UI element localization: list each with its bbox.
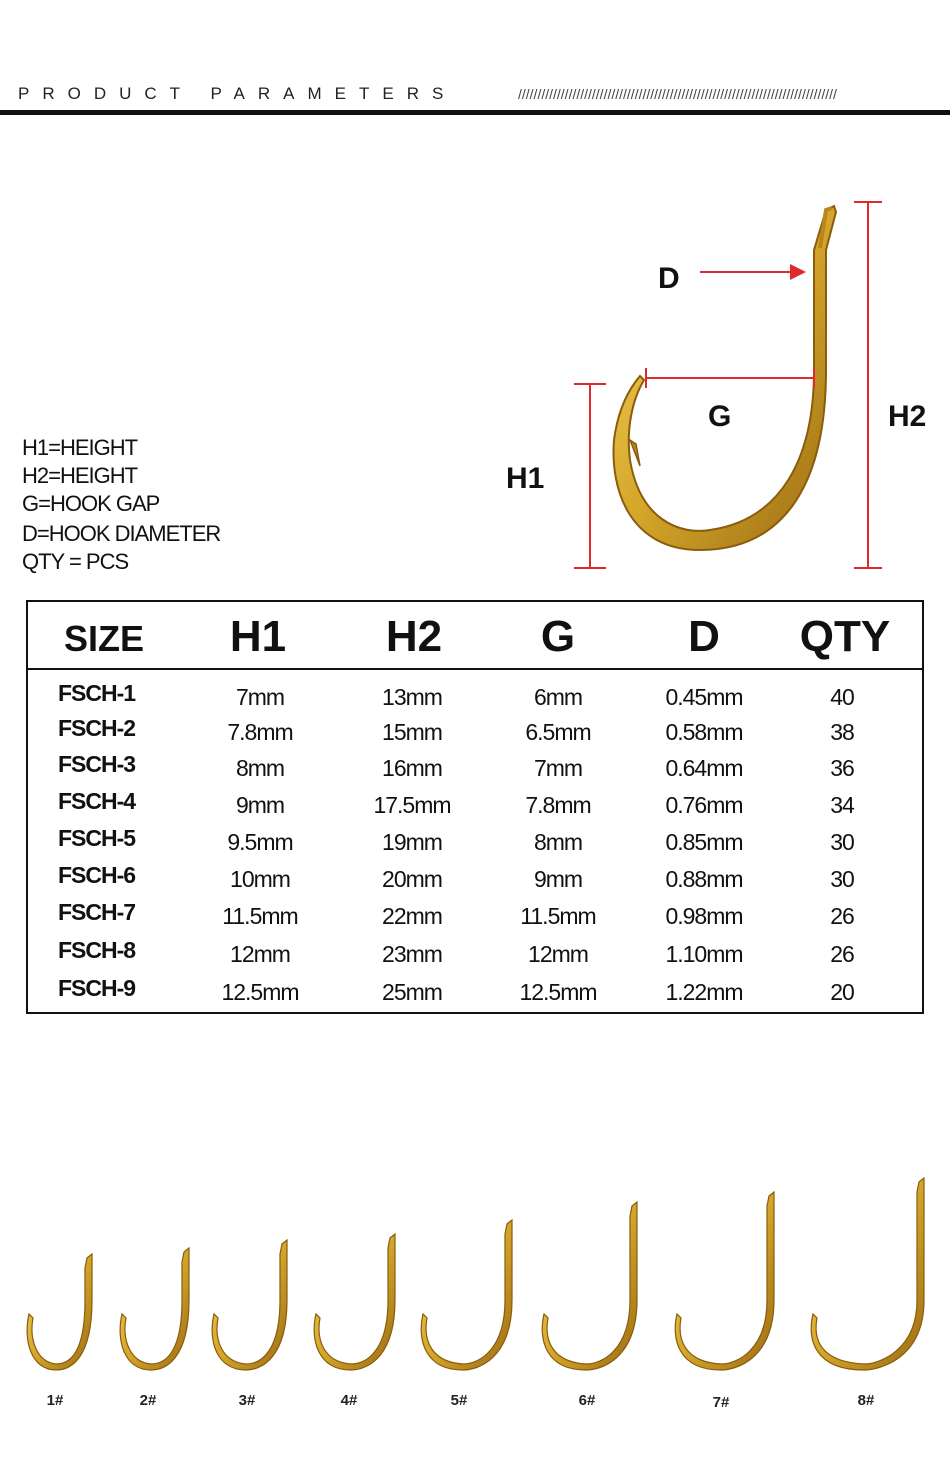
table-cell-size: FSCH-7: [58, 899, 136, 925]
table-cell-size: FSCH-6: [58, 862, 136, 888]
legend-item-h1: H1=HEIGHT: [22, 435, 138, 460]
table-cell: 1.10mm: [665, 941, 743, 967]
table-cell: 7.8mm: [525, 792, 591, 818]
hook-4: [314, 1234, 395, 1370]
table-cell: 19mm: [382, 829, 442, 855]
hook-size-label: 5#: [450, 1392, 468, 1409]
table-cell: 30: [830, 829, 854, 855]
header-d: D: [688, 612, 720, 661]
hook-size-label: 6#: [578, 1392, 596, 1409]
table-cell: 1.22mm: [665, 979, 743, 1005]
table-header-divider: [28, 668, 922, 670]
table-cell: 12.5mm: [519, 979, 597, 1005]
table-cell-size: FSCH-3: [58, 751, 136, 777]
page-title: PRODUCT PARAMETERS: [18, 84, 457, 103]
table-cell: 34: [830, 792, 854, 818]
table-cell: 16mm: [382, 755, 442, 781]
table-cell: 22mm: [382, 903, 442, 929]
table-cell: 40: [830, 684, 854, 710]
table-cell: 11.5mm: [222, 903, 298, 929]
table-cell: 6.5mm: [525, 719, 591, 745]
table-cell: 8mm: [235, 755, 285, 781]
g-measure: [646, 368, 814, 433]
hook-3: [212, 1240, 287, 1370]
table-cell-size: FSCH-4: [58, 788, 136, 814]
hook-size-lineup: [0, 1170, 950, 1470]
header-divider: [0, 110, 950, 115]
table-cell: 12mm: [230, 941, 290, 967]
legend-item-h2: H2=HEIGHT: [22, 463, 138, 488]
table-cell: 25mm: [382, 979, 442, 1005]
table-cell: 6mm: [533, 684, 583, 710]
legend-item-qty: QTY = PCS: [22, 549, 129, 574]
table-cell: 15mm: [382, 719, 442, 745]
table-cell: 0.76mm: [665, 792, 743, 818]
table-cell: 0.88mm: [665, 866, 743, 892]
table-cell: 7.8mm: [227, 719, 293, 745]
label-g: G: [708, 400, 732, 433]
header-decoration: //////////////////////////////////////////////////////////////////////////////////: [518, 86, 837, 102]
hook-size-label: 3#: [238, 1392, 256, 1409]
table-cell: 0.64mm: [665, 755, 743, 781]
h2-measure: [854, 202, 926, 568]
table-cell: 7mm: [235, 684, 285, 710]
header-g: G: [540, 612, 576, 661]
hook-size-label: 7#: [712, 1394, 730, 1411]
table-cell: 9.5mm: [227, 829, 293, 855]
header: [0, 0, 950, 120]
table-cell: 0.45mm: [665, 684, 743, 710]
table-cell: 12mm: [528, 941, 588, 967]
hook-2: [120, 1248, 189, 1370]
legend-item-g: G=HOOK GAP: [22, 491, 160, 516]
h1-measure: [506, 384, 606, 568]
table-cell: 12.5mm: [221, 979, 299, 1005]
table-cell: 20: [830, 979, 854, 1005]
table-cell: 8mm: [533, 829, 583, 855]
table-cell-size: FSCH-2: [58, 715, 136, 741]
table-cell: 13mm: [382, 684, 442, 710]
table-cell: 0.85mm: [665, 829, 743, 855]
table-cell: 23mm: [382, 941, 442, 967]
hook-size-label: 1#: [46, 1392, 64, 1409]
legend-item-d: D=HOOK DIAMETER: [22, 521, 221, 546]
label-d: D: [658, 262, 680, 295]
table-cell-size: FSCH-5: [58, 825, 136, 851]
table-cell-size: FSCH-8: [58, 937, 136, 963]
table-cell: 7mm: [533, 755, 583, 781]
label-h2: H2: [888, 400, 927, 433]
table-cell: 38: [830, 719, 854, 745]
d-measure: [658, 262, 806, 295]
table-cell-size: FSCH-1: [58, 680, 136, 706]
label-h1: H1: [506, 462, 545, 495]
table-cell: 26: [830, 903, 854, 929]
hook-8: [811, 1178, 924, 1370]
table-cell: 10mm: [230, 866, 290, 892]
table-cell: 26: [830, 941, 854, 967]
header-h2: H2: [385, 612, 443, 661]
table-cell: 9mm: [533, 866, 583, 892]
header-size: SIZE: [63, 618, 144, 659]
hook-5: [421, 1220, 512, 1370]
table-cell: 0.98mm: [665, 903, 743, 929]
table-cell: 11.5mm: [520, 903, 596, 929]
table-cell: 20mm: [382, 866, 442, 892]
hook-7: [675, 1192, 774, 1370]
table-cell: 17.5mm: [373, 792, 451, 818]
hook-size-label: 2#: [139, 1392, 157, 1409]
table-cell: 30: [830, 866, 854, 892]
size-table: [26, 600, 924, 1014]
table-cell-size: FSCH-9: [58, 975, 136, 1001]
legend: [22, 434, 302, 576]
hook-6: [542, 1202, 637, 1370]
hook-size-label: 4#: [340, 1392, 358, 1409]
table-cell: 0.58mm: [665, 719, 743, 745]
hook-1: [27, 1254, 92, 1370]
header-qty: QTY: [799, 612, 891, 661]
hook-dimension-diagram: [480, 190, 950, 590]
header-h1: H1: [229, 612, 287, 661]
table-cell: 36: [830, 755, 854, 781]
table-cell: 9mm: [235, 792, 285, 818]
hook-size-label: 8#: [857, 1392, 875, 1409]
